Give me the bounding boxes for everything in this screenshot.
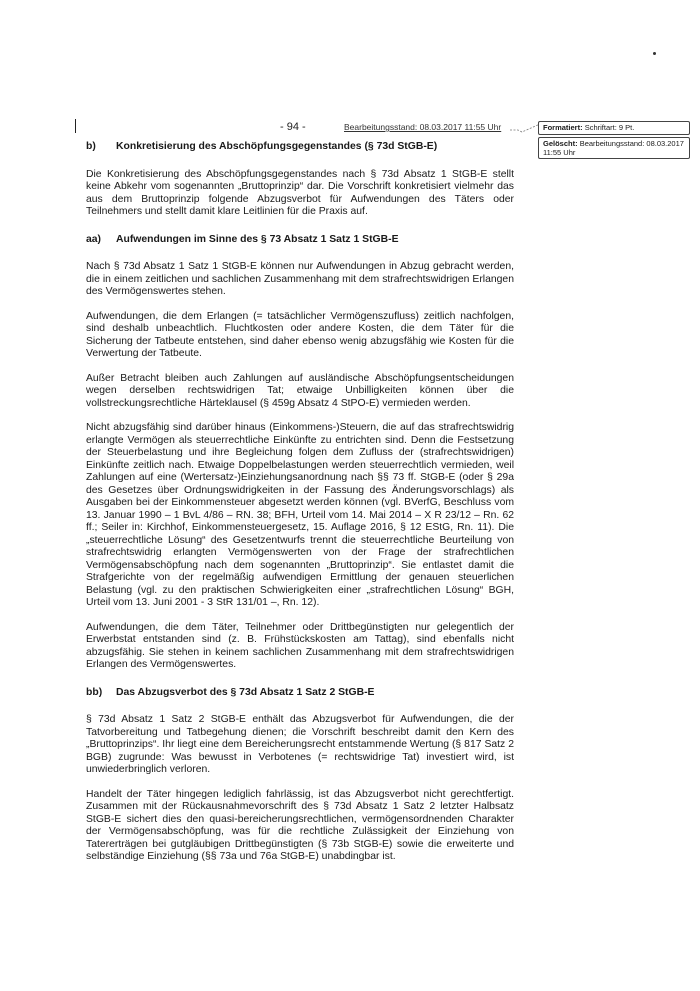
paragraph: Nicht abzugsfähig sind darüber hinaus (Einkommens-)Steuern, die auf das strafrechtswidrig erlangte Vermögen als steuerrechtliche Einkünfte zu entrichten sind. Denn die Festsetzung der Steuerbelastung und ihre Begleichung folgen dem Zufluss der (strafrechtswidrigen) Einkünfte zeitlich nach. Etwaige Doppelbelastungen werden steuerrechtlich vermieden, weil Zahlungen auf eine (Wertersatz-)Einziehungsanordnung nach §§ 73 ff. StGB-E (oder § 29a des Gesetzes über Ordnungswidrigkeiten in der Fassung des Änderungsvorschlags) als Ausgaben bei der Einkommensteuer abgesetzt werden können (vgl. BVerfG, Beschluss vom 13. Januar 1990 – 1 BvL 4/86 – RN. 38; BFH, Urteil vom 14. Mai 2014 – X R 23/12 – Rn. 62 ff.; Seiler in: Kirchhof, Einkommensteuergesetz, 15. Auflage 2016, § 12 EStG, Rn. 11). Die „steuerrechtliche Lösung“ des Gesetzentwurfs trennt die steuerrechtliche Beurteilung von strafrechtswidrig erlangten Vermögenswerten von der Frage der strafrechtlichen Vermögensabschöpfung nach dem sogenannten „Bruttoprinzip“. Sie entlastet damit die Strafgerichte von der regelmäßig aufwendigen Ermittlung der genauen steuerlichen Belastung (vgl. zu den praktischen Schwierigkeiten einer „strafrechtlichen Lösung“ BGH, Urteil vom 13. Juni 2001 - 3 StR 131/01 –, Rn. 12). (86, 422, 514, 608)
paragraph: Nach § 73d Absatz 1 Satz 1 StGB-E können nur Aufwendungen in Abzug gebracht werden, die in einem zeitlichen und sachlichen Zusammenhang mit dem strafrechtswidrigen Erlangen des Vermögenswertes stehen. (86, 261, 514, 297)
section-number: bb) (86, 686, 103, 698)
comment-leader-line (510, 118, 540, 136)
paragraph: Die Konkretisierung des Abschöpfungsgegenstandes nach § 73d Absatz 1 StGB-E stellt keine Abkehr vom sogenannten „Bruttoprinzip“ dar. Die Vorschrift konkretisiert vielmehr das aus dem Bruttoprinzip folgende Abzugsverbot für Aufwendungen des Täters oder Teilnehmers und stellt damit klare Leitlinien für die Praxis auf. (86, 168, 514, 217)
paragraph: Aufwendungen, die dem Täter, Teilnehmer oder Drittbegünstigten nur gelegentlich der Erwerbstat entstanden sind (z. B. Frühstückskosten am Tattag), sind ebenfalls nicht abzugsfähig. Sie stehen in keinem sachlichen Zusammenhang mit dem strafrechtswidrigen Erlangen des Vermögenswertes. (86, 621, 514, 670)
section-title: Konkretisierung des Abschöpfungsgegenstandes (§ 73d StGB-E) (116, 141, 438, 152)
revision-stamp: Bearbeitungsstand: 08.03.2017 11:55 Uhr (344, 122, 502, 132)
scan-speck (653, 52, 656, 55)
paragraph: Handelt der Täter hingegen lediglich fahrlässig, ist das Abzugsverbot nicht gerechtfertigt. Zusammen mit der Rückausnahmevorschrift des § 73d Absatz 1 Satz 2 letzter Halbsatz StGB-E sichert dies den quasi-bereicherungsrechtlichen, vermögensordnenden Charakter der Vermögensabschöpfung, was für die rechtliche Zulässigkeit der Einziehung von Tatererträgen bei gutgläubigen Drittbegünstigten (§ 73b StGB-E) sowie die erweiterte und selbständige Einziehung (§§ 73a und 76a StGB-E) unabdingbar ist. (86, 788, 514, 862)
section-heading-aa (86, 234, 514, 247)
change-bar (75, 119, 76, 133)
document-body (86, 141, 514, 864)
comment-text: Bearbeitungsstand: 08.03.2017 11:55 Uhr (543, 139, 684, 157)
comment-label: Gelöscht: (543, 139, 578, 148)
paragraph: Außer Betracht bleiben auch Zahlungen auf ausländische Abschöpfungsentscheidungen wegen derselben rechtswidrigen Tat; etwaige Unbilligkeiten können über die vollstreckungsrechtliche Härteklausel (§ 459g Absatz 4 StPO-E) vermieden werden. (86, 372, 514, 409)
paragraph: § 73d Absatz 1 Satz 2 StGB-E enthält das Abzugsverbot für Aufwendungen, die der Tatvorbereitung und Tatbegehung dienen; die Vorschrift beschreibt damit den Kern des „Bruttoprinzips“. Ihr liegt eine dem Bereicherungsrecht entstammende Wertung (§ 817 Satz 2 BGB) zugrunde: Was bewusst in Verbotenes (= rechtswidrige Tat) investiert wird, ist unwiederbringlich verloren. (86, 714, 514, 775)
paragraph: Aufwendungen, die dem Erlangen (= tatsächlicher Vermögenszufluss) zeitlich nachfolgen, sind deshalb unbeachtlich. Fluchtkosten oder andere Kosten, die dem Täter für die Sicherung der Tatbeute entstehen, sind daher ebenso wenig abzugsfähig wie Kosten für die Verwertung der Tatbeute. (86, 310, 514, 359)
comment-deleted[interactable] (538, 137, 690, 159)
section-number: b) (86, 141, 96, 152)
page-number: - 94 - (280, 121, 306, 133)
section-heading-bb (86, 687, 514, 700)
section-title: Das Abzugsverbot des § 73d Absatz 1 Satz 2 StGB-E (116, 686, 375, 698)
comment-formatted[interactable] (538, 121, 690, 135)
section-number: aa) (86, 233, 102, 245)
section-title: Aufwendungen im Sinne des § 73 Absatz 1 Satz 1 StGB-E (116, 233, 399, 245)
comment-text: Schriftart: 9 Pt. (584, 123, 635, 132)
section-heading-b (86, 141, 514, 154)
comment-label: Formatiert: (543, 123, 583, 132)
